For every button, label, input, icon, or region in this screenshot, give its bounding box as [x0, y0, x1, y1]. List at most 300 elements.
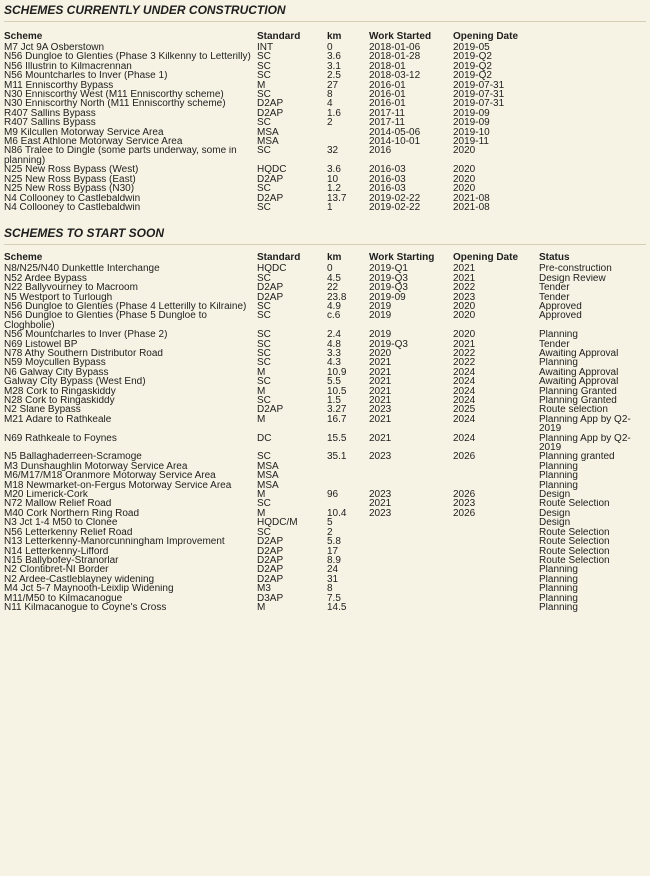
- table-cell: D2AP: [257, 565, 284, 575]
- table-row: [4, 128, 646, 137]
- table-cell: Pre-construction: [539, 264, 612, 274]
- table-cell: M: [257, 490, 266, 500]
- table-cell: 1.6: [327, 108, 341, 119]
- table-cell: N56 Mountcharles to Inver (Phase 2): [4, 330, 168, 340]
- table-cell: 22: [327, 283, 339, 293]
- table-cell: SC: [257, 90, 271, 100]
- table-row: [4, 264, 646, 273]
- table-cell: N22 Ballyvourney to Macroom: [4, 283, 138, 293]
- start-soon-table: [4, 253, 646, 612]
- table-cell: SC: [257, 452, 271, 462]
- table-cell: SC: [257, 339, 271, 349]
- table-cell: 2022: [453, 348, 476, 359]
- table-cell: 2020: [369, 348, 392, 359]
- table-cell: Planning: [539, 602, 578, 613]
- header-cell: km: [327, 32, 342, 42]
- table-cell: 15.5: [327, 433, 347, 444]
- table-cell: 2019-11: [453, 137, 489, 147]
- table-cell: Route Selection: [539, 555, 610, 566]
- table-row: [4, 481, 646, 490]
- table-cell: M21 Adare to Rathkeale: [4, 414, 112, 425]
- table-cell: HQDC: [257, 264, 287, 274]
- table-cell: 2024: [453, 414, 476, 425]
- table-row: [4, 537, 646, 546]
- table-cell: M11/M50 to Kilmacanogue: [4, 593, 123, 603]
- table-cell: HQDC: [257, 165, 287, 175]
- table-cell: 2016-03: [369, 174, 406, 185]
- table-cell: 2017-11: [369, 108, 405, 119]
- table-cell: Tender: [539, 292, 570, 302]
- table-cell: N5 Ballaghaderreen-Scramoge: [4, 452, 142, 462]
- table-row: [4, 118, 646, 127]
- table-cell: 2024: [453, 396, 476, 406]
- table-cell: 2021: [369, 499, 392, 509]
- table-cell: 2026: [453, 508, 476, 519]
- table-cell: D2AP: [257, 108, 284, 119]
- table-cell: 2018-01: [369, 61, 406, 72]
- section-start-soon-title: SCHEMES TO START SOON: [4, 226, 165, 241]
- table-cell: 2017-11: [369, 118, 405, 128]
- table-row: [4, 302, 646, 311]
- table-cell: 2021-08: [453, 202, 490, 213]
- table-cell: SC: [257, 311, 271, 322]
- table-cell: 31: [327, 574, 339, 585]
- table-cell: Planning granted: [539, 452, 615, 462]
- table-cell: M40 Cork Northern Ring Road: [4, 508, 140, 519]
- table-cell: 2022: [453, 283, 476, 293]
- table-cell: 4.8: [327, 339, 341, 349]
- table-cell: [539, 90, 646, 99]
- table-cell: 2014-10-01: [369, 137, 421, 147]
- table-cell: 2019-09: [453, 108, 490, 119]
- table-cell: [369, 518, 453, 527]
- table-cell: 2022: [453, 358, 476, 368]
- table-cell: Route Selection: [539, 499, 610, 509]
- table-cell: D2AP: [257, 283, 284, 293]
- table-cell: 1.2: [327, 184, 341, 194]
- table-cell: Planning: [539, 461, 578, 472]
- table-row: [4, 52, 646, 61]
- table-cell: [327, 462, 369, 471]
- table-cell: 10.4: [327, 508, 347, 519]
- table-row: [4, 518, 646, 527]
- table-cell: [539, 99, 646, 108]
- table-cell: N5 Westport to Turlough: [4, 292, 113, 302]
- table-cell: MSA: [257, 137, 279, 147]
- table-cell: M: [257, 508, 266, 519]
- table-cell: 23.8: [327, 292, 347, 302]
- table-cell: MSA: [257, 461, 279, 472]
- table-row: [4, 203, 646, 212]
- table-cell: [539, 109, 646, 118]
- table-cell: N56 Illustrin to Kilmacrennan: [4, 61, 132, 72]
- table-cell: SC: [257, 499, 271, 509]
- table-cell: M4 Jct 5-7 Maynooth-Leixlip Widening: [4, 584, 174, 594]
- table-row: [4, 81, 646, 90]
- table-row: [4, 499, 646, 508]
- table-cell: N8/N25/N40 Dunkettle Interchange: [4, 264, 160, 274]
- table-cell: [539, 43, 646, 52]
- table-cell: 2019-Q1: [369, 264, 408, 274]
- table-row: [4, 274, 646, 283]
- table-cell: 2018-03-12: [369, 71, 421, 81]
- table-row: [4, 490, 646, 499]
- table-cell: 2023: [369, 405, 392, 415]
- table-row: [4, 462, 646, 471]
- table-cell: N30 Enniscorthy North (M11 Enniscorthy scheme): [4, 99, 226, 109]
- table-cell: 2021: [369, 367, 392, 378]
- table-cell: SC: [257, 202, 271, 213]
- table-cell: 27: [327, 80, 339, 91]
- table-cell: N13 Letterkenny-Manorcunningham Improvement: [4, 537, 225, 547]
- table-cell: M11 Enniscorthy Bypass: [4, 80, 114, 91]
- table-cell: N25 New Ross Bypass (West): [4, 165, 139, 175]
- table-cell: N52 Ardee Bypass: [4, 273, 87, 284]
- table-row: [4, 358, 646, 367]
- table-cell: 2021: [369, 377, 392, 387]
- table-cell: [453, 603, 539, 612]
- table-cell: 2019-10: [453, 127, 490, 138]
- table-cell: 2019-Q2: [453, 52, 492, 62]
- table-row: [4, 311, 646, 330]
- table-cell: [539, 175, 646, 184]
- table-cell: M3 Dunshaughlin Motorway Service Area: [4, 461, 188, 472]
- table-row: [4, 283, 646, 292]
- table-cell: N25 New Ross Bypass (East): [4, 174, 136, 185]
- header-cell: Standard: [257, 253, 301, 264]
- table-cell: D2AP: [257, 405, 284, 415]
- table-cell: Planning App by Q2-2019: [539, 433, 631, 453]
- table-cell: 7.5: [327, 593, 341, 603]
- table-cell: 2024: [453, 386, 476, 396]
- table-row: [4, 71, 646, 80]
- table-cell: Planning: [539, 480, 578, 491]
- table-row: [4, 556, 646, 565]
- table-cell: [369, 575, 453, 584]
- table-cell: 2020: [453, 184, 476, 194]
- table-row: [4, 434, 646, 453]
- table-cell: N56 Dungloe to Glenties (Phase 3 Kilkenny to Letterilly): [4, 52, 251, 62]
- section-under-construction-title: SCHEMES CURRENTLY UNDER CONSTRUCTION: [4, 3, 286, 17]
- table-cell: 4.9: [327, 301, 341, 312]
- table-cell: N72 Mallow Relief Road: [4, 499, 112, 509]
- table-cell: 2021: [369, 358, 392, 368]
- table-row: [4, 109, 646, 118]
- table-cell: N25 New Ross Bypass (N30): [4, 184, 135, 194]
- table-cell: 2019-Q2: [453, 71, 492, 81]
- table-cell: M3: [257, 584, 271, 594]
- table-cell: N56 Mountcharles to Inver (Phase 1): [4, 71, 168, 81]
- table-cell: N30 Enniscorthy West (M11 Enniscorthy scheme): [4, 90, 224, 100]
- table-cell: Design: [539, 508, 571, 519]
- table-cell: Design: [539, 518, 571, 528]
- table-cell: M: [257, 386, 266, 396]
- divider: [4, 244, 646, 245]
- table-cell: SC: [257, 52, 271, 62]
- table-cell: N2 Clontibret-NI Border: [4, 565, 109, 575]
- table-cell: [369, 537, 453, 546]
- table-cell: [369, 603, 453, 612]
- table-row: [4, 368, 646, 377]
- table-row: [4, 175, 646, 184]
- table-cell: 2020: [453, 301, 476, 312]
- header-cell: km: [327, 253, 342, 264]
- table-cell: N6 Galway City Bypass: [4, 367, 109, 378]
- table-cell: [369, 565, 453, 574]
- table-cell: 2019: [369, 311, 392, 322]
- table-cell: 5: [327, 518, 333, 528]
- table-cell: 2019: [369, 301, 392, 312]
- table-cell: 4.3: [327, 358, 341, 368]
- table-row: [4, 330, 646, 339]
- table-cell: 2024: [453, 367, 476, 378]
- divider: [4, 21, 646, 22]
- table-cell: [327, 471, 369, 480]
- table-cell: 2: [327, 527, 333, 538]
- table-cell: M6 East Athlone Motorway Service Area: [4, 137, 183, 147]
- table-cell: 2021: [369, 396, 392, 406]
- table-cell: Design Review: [539, 273, 606, 284]
- table-row: [4, 528, 646, 537]
- table-cell: 2023: [369, 508, 392, 519]
- table-row: [4, 165, 646, 174]
- table-cell: [539, 184, 646, 193]
- table-cell: N59 Moycullen Bypass: [4, 358, 106, 368]
- table-row: [4, 575, 646, 584]
- table-cell: SC: [257, 377, 271, 387]
- table-cell: [369, 584, 453, 593]
- table-cell: M: [257, 602, 266, 613]
- table-cell: 2016-03: [369, 184, 406, 194]
- table-cell: DC: [257, 433, 272, 444]
- table-cell: [453, 481, 539, 490]
- table-cell: R407 Sallins Bypass: [4, 108, 96, 119]
- table-cell: [453, 594, 539, 603]
- table-cell: 3.3: [327, 348, 341, 359]
- table-cell: INT: [257, 43, 274, 53]
- table-cell: 13.7: [327, 193, 347, 203]
- table-cell: N86 Tralee to Dingle (some parts underway, some in planning): [4, 146, 237, 166]
- table-cell: SC: [257, 301, 271, 312]
- table-cell: SC: [257, 527, 271, 538]
- table-cell: [369, 556, 453, 565]
- table-cell: Awaiting Approval: [539, 377, 619, 387]
- table-cell: 14.5: [327, 602, 347, 613]
- table-cell: [539, 118, 646, 127]
- table-cell: 2019-07-31: [453, 80, 505, 91]
- table-cell: 2021: [369, 433, 392, 444]
- header-cell: Scheme: [4, 253, 43, 264]
- table-cell: SC: [257, 118, 271, 128]
- table-cell: M9 Kilcullen Motorway Service Area: [4, 127, 164, 138]
- table-cell: N14 Letterkenny-Lifford: [4, 546, 109, 556]
- table-row: [4, 194, 646, 203]
- table-row: [4, 137, 646, 146]
- table-cell: [327, 481, 369, 490]
- table-cell: Tender: [539, 283, 570, 293]
- table-cell: 2016: [369, 146, 392, 157]
- table-cell: M20 Limerick-Cork: [4, 490, 88, 500]
- table-cell: 2020: [453, 330, 476, 340]
- table-cell: 2: [327, 118, 333, 128]
- table-cell: SC: [257, 358, 271, 368]
- table-cell: [453, 537, 539, 546]
- table-row: [4, 603, 646, 612]
- table-cell: D2AP: [257, 537, 284, 547]
- header-cell: Work Started: [369, 32, 432, 42]
- header-cell: Scheme: [4, 32, 43, 42]
- table-cell: 2024: [453, 433, 476, 444]
- table-cell: [369, 462, 453, 471]
- table-cell: Planning Granted: [539, 396, 617, 406]
- table-cell: SC: [257, 61, 271, 72]
- table-cell: 2019-09: [453, 118, 490, 128]
- table-cell: N4 Collooney to Castlebaldwin: [4, 193, 141, 203]
- table-cell: 2019-09: [369, 292, 406, 302]
- table-cell: N2 Ardee-Castleblayney widening: [4, 574, 155, 585]
- table-cell: [453, 575, 539, 584]
- header-cell: Status: [539, 253, 570, 264]
- table-cell: 2014-05-06: [369, 127, 421, 138]
- table-cell: [539, 62, 646, 71]
- table-cell: Planning: [539, 565, 578, 575]
- table-cell: [539, 165, 646, 174]
- table-cell: 2020: [453, 174, 476, 185]
- table-cell: 2026: [453, 490, 476, 500]
- table-cell: N3 Jct 1-4 M50 to Clonee: [4, 518, 118, 528]
- table-cell: 3.27: [327, 405, 347, 415]
- table-cell: Approved: [539, 311, 582, 322]
- table-cell: [453, 565, 539, 574]
- table-cell: R407 Sallins Bypass: [4, 118, 96, 128]
- table-cell: 16.7: [327, 414, 347, 425]
- table-cell: 0: [327, 264, 333, 274]
- header-cell: Opening Date: [453, 32, 519, 42]
- table-row: [4, 547, 646, 556]
- table-cell: 10: [327, 174, 339, 185]
- table-cell: Route selection: [539, 405, 608, 415]
- table-cell: 24: [327, 565, 339, 575]
- table-cell: Planning Granted: [539, 386, 617, 396]
- table-cell: 2023: [453, 499, 476, 509]
- table-cell: D2AP: [257, 174, 284, 185]
- table-cell: Planning: [539, 330, 578, 340]
- table-cell: [539, 137, 646, 146]
- table-cell: 2021: [369, 414, 392, 425]
- table-cell: [453, 584, 539, 593]
- table-cell: D2AP: [257, 292, 284, 302]
- table-cell: 2019-05: [453, 43, 490, 53]
- header-row: [4, 32, 646, 43]
- table-cell: N69 Rathkeale to Foynes: [4, 433, 117, 444]
- table-cell: Galway City Bypass (West End): [4, 377, 146, 387]
- table-cell: SC: [257, 146, 271, 157]
- table-cell: N69 Listowel BP: [4, 339, 78, 349]
- table-cell: Awaiting Approval: [539, 367, 619, 378]
- table-cell: 2016-01: [369, 80, 406, 91]
- header-cell: [539, 32, 646, 43]
- table-cell: [369, 481, 453, 490]
- table-cell: 32: [327, 146, 339, 157]
- table-cell: [453, 547, 539, 556]
- table-row: [4, 452, 646, 461]
- table-cell: 2025: [453, 405, 476, 415]
- table-cell: Route Selection: [539, 546, 610, 556]
- table-cell: 2018-01-06: [369, 43, 421, 53]
- table-cell: M18 Newmarket-on-Fergus Motorway Service Area: [4, 480, 232, 491]
- table-cell: N78 Athy Southern Distributor Road: [4, 348, 163, 359]
- table-row: [4, 594, 646, 603]
- table-row: [4, 471, 646, 480]
- table-row: [4, 396, 646, 405]
- table-row: [4, 415, 646, 434]
- table-cell: MSA: [257, 480, 279, 491]
- table-cell: N11 Kilmacanogue to Coyne's Cross: [4, 602, 167, 613]
- table-cell: 2019-02-22: [369, 202, 421, 213]
- table-cell: M6/M17/M18 Oranmore Motorway Service Area: [4, 471, 216, 481]
- table-cell: D2AP: [257, 193, 284, 203]
- table-cell: N56 Dungloe to Glenties (Phase 4 Letterilly to Kilraine): [4, 301, 247, 312]
- table-cell: 2016-01: [369, 99, 406, 109]
- table-cell: Design: [539, 490, 571, 500]
- header-cell: Work Starting: [369, 253, 435, 264]
- table-cell: 2023: [453, 292, 476, 302]
- table-cell: 2019-Q2: [453, 61, 492, 72]
- table-cell: 2.5: [327, 71, 341, 81]
- table-cell: N56 Letterkenny Relief Road: [4, 527, 133, 538]
- table-cell: [369, 594, 453, 603]
- table-cell: 3.6: [327, 165, 341, 175]
- table-row: [4, 62, 646, 71]
- table-cell: 2021: [369, 386, 392, 396]
- table-cell: M: [257, 367, 266, 378]
- table-cell: [539, 81, 646, 90]
- table-cell: 2.4: [327, 330, 341, 340]
- table-cell: 2026: [453, 452, 476, 462]
- table-cell: [453, 518, 539, 527]
- table-cell: MSA: [257, 471, 279, 481]
- table-cell: HQDC/M: [257, 518, 298, 528]
- table-cell: 2019-02-22: [369, 193, 421, 203]
- table-cell: 1: [327, 202, 333, 213]
- table-cell: 4.5: [327, 273, 341, 284]
- table-row: [4, 293, 646, 302]
- table-cell: D3AP: [257, 593, 284, 603]
- table-cell: 2019: [369, 330, 392, 340]
- table-cell: 2016-03: [369, 165, 406, 175]
- table-cell: 2019-Q3: [369, 339, 408, 349]
- table-cell: M7 Jct 9A Osberstown: [4, 43, 105, 53]
- table-cell: Planning: [539, 593, 578, 603]
- table-cell: Route Selection: [539, 537, 610, 547]
- table-cell: Planning: [539, 358, 578, 368]
- table-cell: N2 Slane Bypass: [4, 405, 81, 415]
- table-cell: [369, 471, 453, 480]
- table-cell: [539, 71, 646, 80]
- table-cell: c.6: [327, 311, 341, 322]
- table-row: [4, 349, 646, 358]
- table-cell: 2019-Q3: [369, 283, 408, 293]
- table-cell: Planning: [539, 574, 578, 585]
- table-row: [4, 405, 646, 414]
- table-cell: SC: [257, 396, 271, 406]
- table-cell: 3.6: [327, 52, 341, 62]
- table-cell: 2020: [453, 311, 476, 322]
- table-cell: D2AP: [257, 546, 284, 556]
- table-cell: [539, 203, 646, 212]
- table-cell: 2023: [369, 452, 392, 462]
- table-row: [4, 387, 646, 396]
